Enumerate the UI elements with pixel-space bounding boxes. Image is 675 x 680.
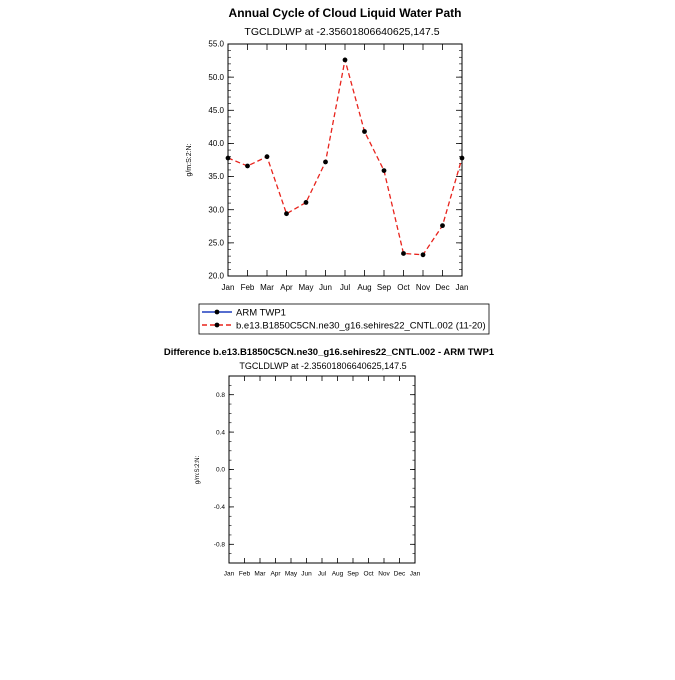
data-point <box>304 200 309 205</box>
chart1-legend <box>199 304 489 334</box>
chart2-subtitle: TGCLDLWP at -2.35601806640625,147.5 <box>239 361 407 371</box>
chart2-xtick-label: May <box>284 570 298 578</box>
chart1-ytick-label: 25.0 <box>208 238 224 248</box>
chart1-xtick-label: May <box>298 283 314 292</box>
annual-cycle-chart <box>186 6 489 334</box>
chart1-title: Annual Cycle of Cloud Liquid Water Path <box>228 6 462 20</box>
chart2-xtick-label: Aug <box>331 570 344 578</box>
chart2-xtick-label: Sep <box>347 570 359 578</box>
data-point <box>343 58 348 63</box>
chart1-plot-frame <box>228 44 462 276</box>
chart2-xtick-label: Jul <box>317 570 327 578</box>
legend-marker-model <box>215 323 220 328</box>
chart1-ytick-label: 35.0 <box>208 172 224 182</box>
chart1-xtick-label: Feb <box>240 283 255 292</box>
chart2-title: Difference b.e13.B1850C5CN.ne30_g16.sehires22_CNTL.002 - ARM TWP1 <box>163 347 495 358</box>
data-point <box>421 252 426 257</box>
chart2-y-axis <box>214 376 415 563</box>
chart2-x-axis <box>224 376 421 578</box>
chart1-y-axis <box>208 40 462 281</box>
chart1-ytick-label: 55.0 <box>208 39 224 49</box>
chart2-xtick-label: Nov <box>378 570 390 578</box>
chart1-xtick-label: Nov <box>415 283 431 292</box>
chart2-ytick-label: 0.8 <box>215 391 225 399</box>
chart1-ytick-label: 45.0 <box>208 105 224 115</box>
data-point <box>323 160 328 165</box>
chart2-y-axis-label: g/m:S:2:N: <box>195 455 201 485</box>
chart2-xtick-label: Feb <box>238 570 251 578</box>
chart2-ytick-label: 0.0 <box>215 466 225 474</box>
chart1-subtitle: TGCLDLWP at -2.35601806640625,147.5 <box>244 26 440 38</box>
chart1-xtick-label: Jan <box>221 283 235 292</box>
data-point <box>265 154 270 159</box>
chart2-xtick-label: Apr <box>270 570 281 578</box>
chart1-xtick-label: Jul <box>339 283 351 292</box>
difference-chart <box>164 347 495 578</box>
data-point <box>382 168 387 173</box>
chart1-xtick-label: Mar <box>260 283 274 292</box>
data-point <box>460 156 465 161</box>
chart1-xtick-label: Dec <box>435 283 450 292</box>
chart2-xtick-label: Dec <box>393 570 406 578</box>
chart1-xtick-label: Jun <box>319 283 332 292</box>
chart2-xtick-label: Jan <box>223 570 235 578</box>
data-point <box>226 156 231 161</box>
chart1-ytick-label: 40.0 <box>208 139 224 149</box>
legend-label-model: b.e13.B1850C5CN.ne30_g16.sehires22_CNTL.002 (11-20) <box>236 320 486 332</box>
chart2-xtick-label: Jun <box>301 570 312 578</box>
chart1-y-axis-label: g/m:S:2:N: <box>186 143 193 177</box>
chart2-ytick-label: 0.4 <box>215 429 225 437</box>
chart1-xtick-label: Sep <box>376 283 392 292</box>
chart1-ytick-label: 50.0 <box>208 72 224 82</box>
chart1-xtick-label: Jan <box>455 283 469 292</box>
chart2-plot-frame <box>229 376 415 563</box>
data-point <box>401 251 406 256</box>
legend-marker-arm <box>215 310 220 315</box>
data-point <box>362 129 367 134</box>
data-point <box>284 211 289 216</box>
chart2-xtick-label: Mar <box>254 570 266 578</box>
chart2-ytick-label: -0.4 <box>213 504 225 512</box>
data-point <box>245 164 250 169</box>
chart1-xtick-label: Oct <box>397 283 410 292</box>
legend-label-arm: ARM TWP1 <box>236 307 286 319</box>
chart2-xtick-label: Jan <box>409 570 421 578</box>
chart1-x-axis <box>222 44 469 292</box>
chart1-xtick-label: Aug <box>357 283 372 292</box>
series-line-1 <box>228 60 462 255</box>
chart2-xtick-label: Oct <box>363 570 374 578</box>
chart1-series-area <box>226 58 465 258</box>
chart1-xtick-label: Apr <box>280 283 293 292</box>
chart1-ytick-label: 20.0 <box>208 271 224 281</box>
chart1-ytick-label: 30.0 <box>208 205 224 215</box>
chart2-ytick-label: -0.8 <box>213 541 225 549</box>
data-point <box>440 223 445 228</box>
